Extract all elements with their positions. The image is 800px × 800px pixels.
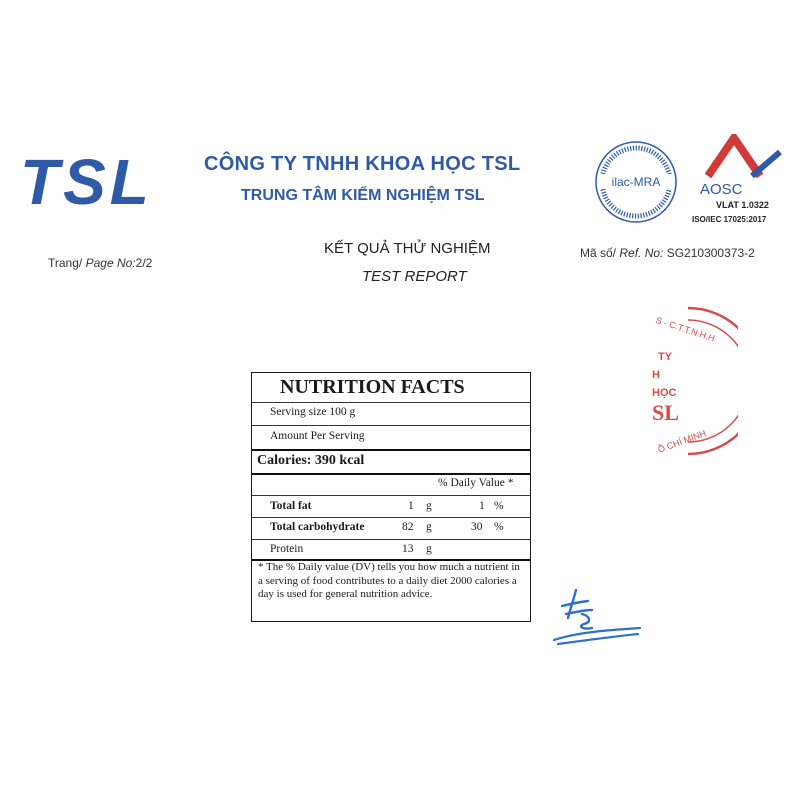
company-stamp [618,298,738,464]
nutrient-name: Protein [270,543,304,555]
ilac-text: ilac-MRA [611,175,661,189]
center-name: TRUNG TÂM KIỂM NGHIỆM TSL [241,187,485,204]
svg-text:HỌC: HỌC [652,387,677,399]
signature [548,584,644,650]
calories: Calories: 390 kcal [257,453,365,468]
aosc-accreditation-mark [690,134,788,230]
reference-number: Mã số/ Ref. No: SG210300373-2 [580,246,755,260]
report-title-vn: KẾT QUẢ THỬ NGHIỆM [324,240,491,257]
report-title-en: TEST REPORT [362,268,467,285]
amount-per-serving: Amount Per Serving [270,430,365,442]
svg-text:H: H [652,369,660,381]
serving-size: Serving size 100 g [270,406,356,418]
nutrient-amount: 82 [402,521,414,533]
nutrient-amount: 13 [402,543,414,555]
ilac-mra-seal [594,140,678,224]
tsl-logo-text: TSL [20,148,153,214]
nutrient-dv-unit: % [494,500,504,512]
daily-value-header: % Daily Value * [438,477,514,489]
nutrition-title: NUTRITION FACTS [280,376,465,398]
nutrient-unit: g [426,543,432,555]
tsl-logo [18,148,183,214]
nutrient-unit: g [426,500,432,512]
svg-text:SL: SL [652,400,679,425]
nutrient-name: Total fat [270,500,312,512]
nutrient-amount: 1 [408,500,414,512]
nutrient-unit: g [426,521,432,533]
svg-text:TY: TY [658,351,673,363]
nutrient-name: Total carbohydrate [270,521,365,533]
iso-text: ISO/IEC 17025:2017 [692,215,767,224]
daily-value-footnote: * The % Daily value (DV) tells you how much a nutrient in a serving of food contributes to a daily diet 2000 calories a day is used for general nutrition advice. [258,561,520,600]
nutrient-dv: 30 [471,521,483,533]
svg-text:Ồ CHÍ MINH: Ồ CHÍ MINH [656,428,708,455]
nutrition-facts-panel [251,372,531,622]
vlat-text: VLAT 1.0322 [716,200,769,210]
nutrient-dv-unit: % [494,521,504,533]
svg-text:S - C.T.T.N.H.H: S - C.T.T.N.H.H [654,314,717,344]
nutrient-dv: 1 [479,500,485,512]
page-number: Trang/ Page No:2/2 [48,256,153,270]
aosc-text: AOSC [700,181,743,198]
company-name: CÔNG TY TNHH KHOA HỌC TSL [204,153,521,175]
